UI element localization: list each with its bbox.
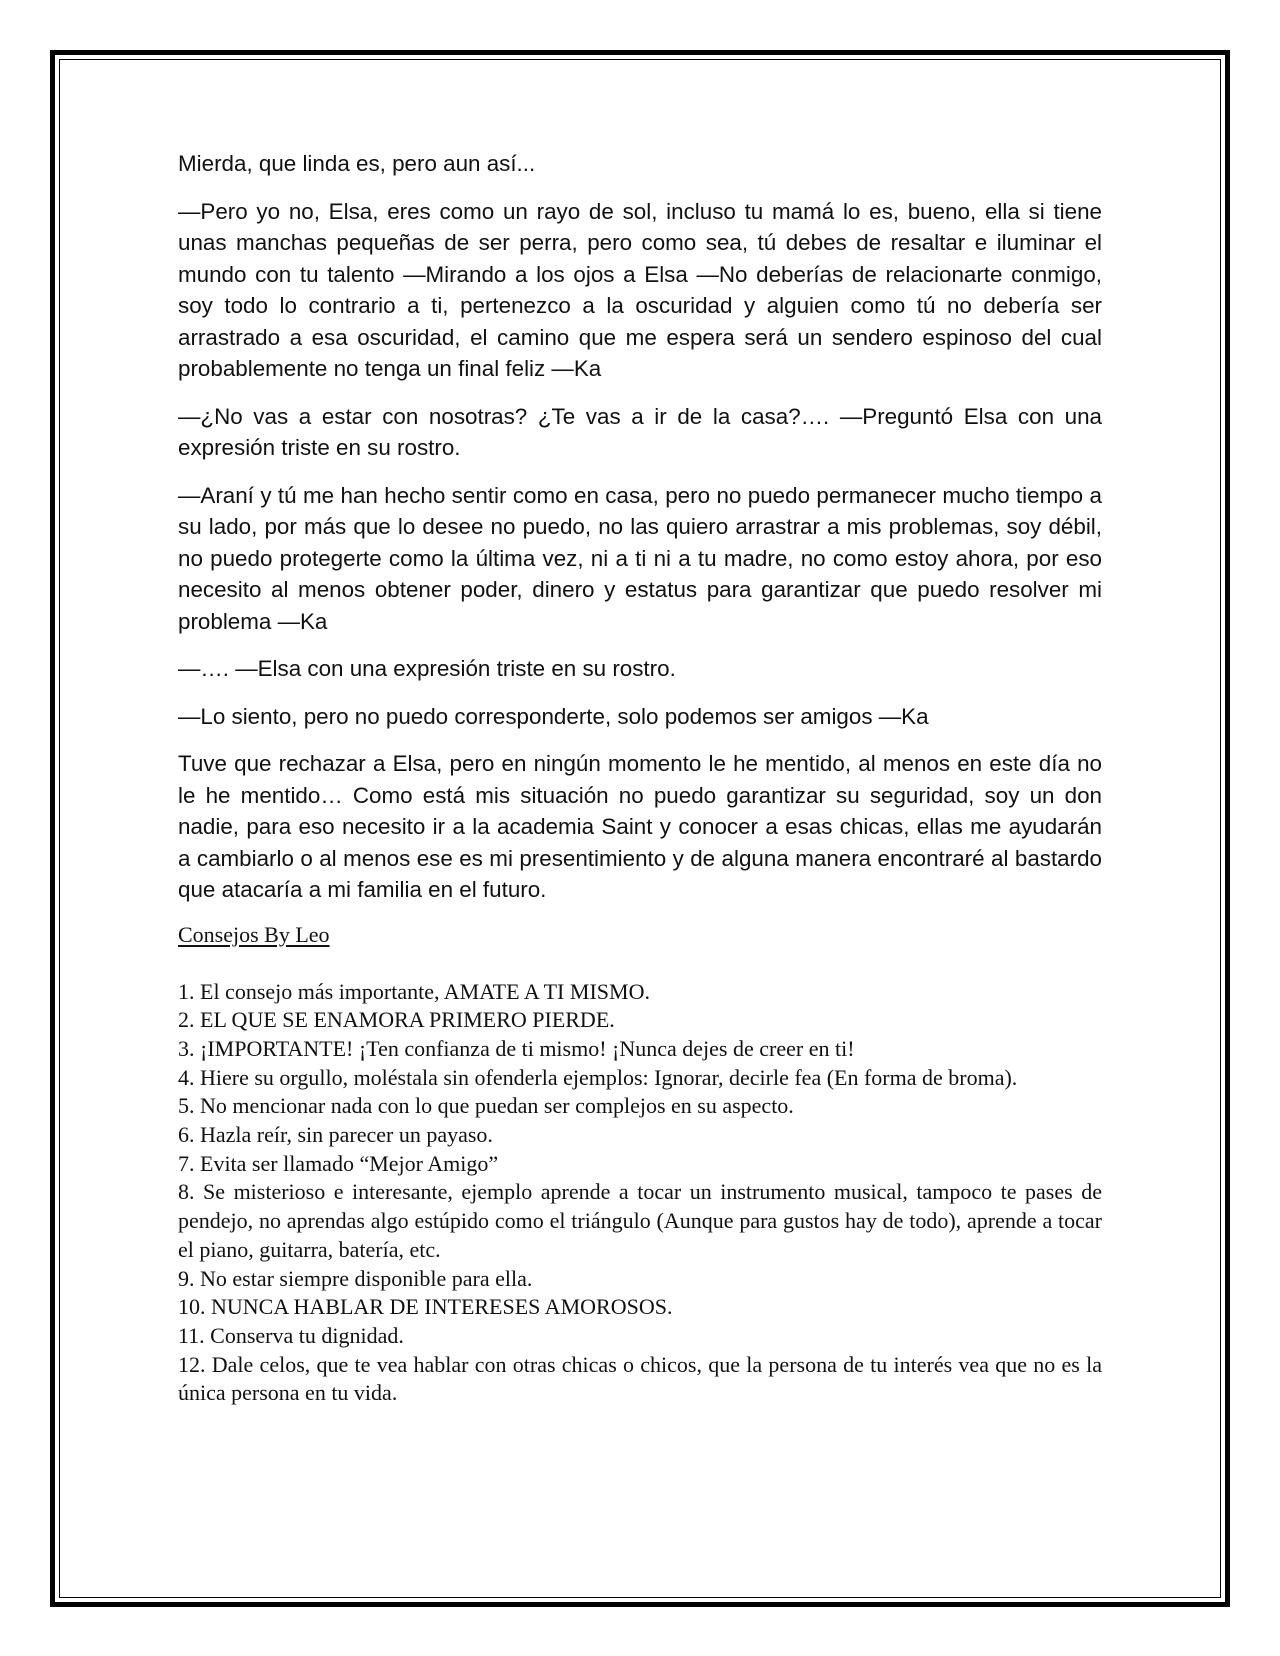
paragraph: —Lo siento, pero no puedo corresponderte, solo podemos ser amigos —Ka (178, 703, 929, 729)
paragraph: —¿No vas a estar con nosotras? ¿Te vas a ir de la casa?…. —Preguntó Elsa con una expresión triste en su rostro. (178, 403, 1102, 460)
tip-item: 5. No mencionar nada con lo que puedan ser complejos en su aspecto. (178, 1093, 794, 1119)
tips-list (178, 978, 1102, 1409)
tip-item: 7. Evita ser llamado “Mejor Amigo” (178, 1150, 499, 1176)
paragraph: —Araní y tú me han hecho sentir como en casa, pero no puedo permanecer mucho tiempo a su lado, por más que lo desee no puedo, no las quiero arrastrar a mis problemas, soy débil, no puedo protegerte como la última vez, ni a ti ni a tu madre, no como estoy ahora, por eso necesito al menos obtener poder, dinero y estatus para garantizar que puedo resolver mi problema —Ka (178, 482, 1102, 634)
paragraph: Mierda, que linda es, pero aun así... (178, 151, 536, 176)
paragraph: —Pero yo no, Elsa, eres como un rayo de sol, incluso tu mamá lo es, bueno, ella si tiene unas manchas pequeñas de ser perra, pero como sea, tú debes de resaltar e iluminar el mundo con tu talento —Mirando a los ojos a Elsa —No deberías de relacionarte conmigo, soy todo lo contrario a ti, pertenezco a la oscuridad y alguien como tú no debería ser arrastrado a esa oscuridad, el camino que me espera será un sendero espinoso del cual probablemente no tenga un final feliz —Ka (178, 198, 1102, 381)
tip-item: 10. NUNCA HABLAR DE INTERESES AMOROSOS. (178, 1294, 673, 1320)
tip-item: 2. EL QUE SE ENAMORA PRIMERO PIERDE. (178, 1007, 615, 1033)
tip-item: 12. Dale celos, que te vea hablar con otras chicas o chicos, que la persona de tu interés vea que no es la única persona en tu vida. (178, 1351, 1102, 1406)
tip-item: 11. Conserva tu dignidad. (178, 1322, 404, 1348)
page-content (178, 148, 1102, 1408)
tip-item: 8. Se misterioso e interesante, ejemplo aprende a tocar un instrumento musical, tampoco te pases de pendejo, no aprendas algo estúpido como el triángulo (Aunque para gustos hay de todo), aprende a tocar el piano, guitarra, batería, etc. (178, 1179, 1102, 1262)
tip-item: 6. Hazla reír, sin parecer un payaso. (178, 1122, 493, 1148)
tip-item: 3. ¡IMPORTANTE! ¡Ten confianza de ti mismo! ¡Nunca dejes de creer en ti! (178, 1035, 855, 1061)
tips-heading: Consejos By Leo (178, 921, 330, 947)
tip-item: 4. Hiere su orgullo, moléstala sin ofenderla ejemplos: Ignorar, decirle fea (En forma de broma). (178, 1064, 1018, 1090)
tip-item: 9. No estar siempre disponible para ella. (178, 1265, 533, 1291)
paragraph: —…. —Elsa con una expresión triste en su rostro. (178, 656, 676, 681)
paragraph: Tuve que rechazar a Elsa, pero en ningún momento le he mentido, al menos en este día no le he mentido… Como está mis situación no puedo garantizar su seguridad, soy un don nadie, para eso necesito ir a la academia Saint y conocer a esas chicas, ellas me ayudarán a cambiarlo o al menos ese es mi presentimiento y de alguna manera encontraré al bastardo que atacaría a mi familia en el futuro. (178, 751, 1102, 902)
tip-item: 1. El consejo más importante, AMATE A TI MISMO. (178, 978, 650, 1004)
